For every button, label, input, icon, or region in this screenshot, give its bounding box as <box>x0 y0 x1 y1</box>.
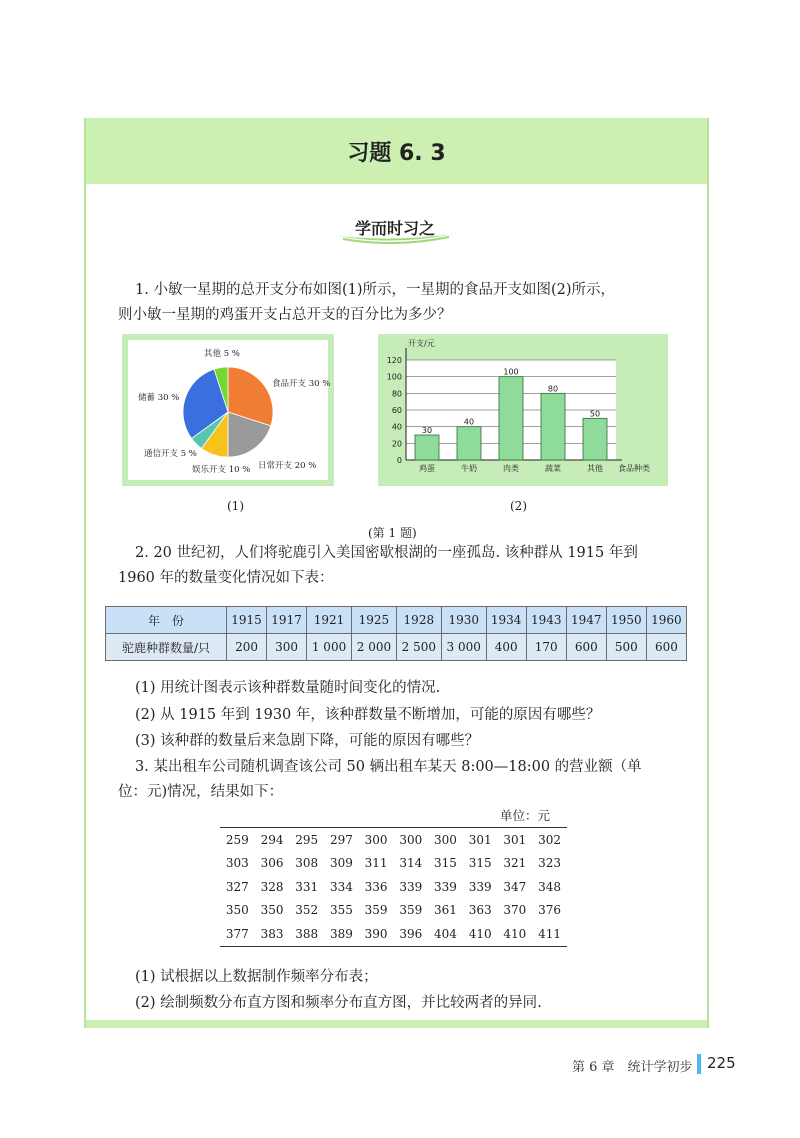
count-cell: 2 000 <box>351 634 396 661</box>
year-cell: 1950 <box>606 607 646 634</box>
count-cell: 2 500 <box>396 634 441 661</box>
q1-line1: 1. 小敏一星期的总开支分布如图(1)所示，一星期的食品开支如图(2)所示， <box>135 282 616 298</box>
taxi-cell: 383 <box>260 926 284 941</box>
taxi-cell: 259 <box>225 832 249 847</box>
q2-line1: 2. 20 世纪初，人们将驼鹿引入美国密歇根湖的一座孤岛. 该种群从 1915 年到 <box>135 545 638 561</box>
x-category-label: 其他 <box>587 464 603 473</box>
y-axis-label: 开支/元 <box>408 339 435 348</box>
count-cell: 3 000 <box>441 634 486 661</box>
taxi-cell: 361 <box>434 903 457 918</box>
q1-line2: 则小敏一星期的鸡蛋开支占总开支的百分比为多少？ <box>118 307 452 323</box>
fig1-caption: (1) <box>227 499 244 513</box>
taxi-cell: 302 <box>538 832 562 847</box>
taxi-cell: 314 <box>399 856 423 871</box>
year-cell: 1930 <box>441 607 486 634</box>
taxi-cell: 404 <box>434 926 457 941</box>
taxi-cell: 301 <box>468 832 492 847</box>
pie-slice-label: 娱乐开支 10 % <box>192 465 251 475</box>
taxi-row <box>220 828 567 852</box>
taxi-cell: 389 <box>329 926 353 941</box>
bar <box>541 393 565 460</box>
bar <box>499 377 523 460</box>
bar-value-label: 40 <box>463 417 475 427</box>
bar-chart <box>378 334 668 486</box>
footer-chapter: 第 6 章 统计学初步 <box>572 1060 693 1075</box>
count-cell: 600 <box>566 634 606 661</box>
q3-line2: 位：元)情况，结果如下： <box>118 784 284 800</box>
bar-value-label: 80 <box>547 384 559 394</box>
taxi-cell: 297 <box>329 832 353 847</box>
q2-sub3: (3) 该种群的数量后来急剧下降，可能的原因有哪些？ <box>135 733 480 749</box>
year-cell: 1917 <box>267 607 307 634</box>
taxi-cell: 308 <box>295 856 319 871</box>
x-category-label: 牛奶 <box>461 464 477 473</box>
taxi-cell: 347 <box>503 879 527 894</box>
taxi-row <box>220 899 567 923</box>
count-cell: 600 <box>646 634 686 661</box>
taxi-cell: 321 <box>503 856 527 871</box>
year-cell: 1928 <box>396 607 441 634</box>
x-category-label: 肉类 <box>503 464 519 473</box>
taxi-cell: 311 <box>364 856 388 871</box>
taxi-cell: 359 <box>364 903 388 918</box>
taxi-cell: 300 <box>399 832 423 847</box>
footer-divider <box>697 1054 701 1074</box>
x-category-label: 鸡蛋 <box>419 464 435 473</box>
x-axis-label: 食品种类 <box>618 464 650 473</box>
y-tick-label: 80 <box>391 389 402 399</box>
taxi-cell: 370 <box>503 903 527 918</box>
q3-line1: 3. 某出租车公司随机调查该公司 50 辆出租车某天 8:00—18:00 的营业额（单 <box>135 759 642 775</box>
taxi-cell: 410 <box>468 926 492 941</box>
year-cell: 1943 <box>526 607 566 634</box>
bar <box>583 418 607 460</box>
y-tick-label: 120 <box>386 356 402 365</box>
taxi-cell: 300 <box>434 832 457 847</box>
bar-value-label: 50 <box>589 409 601 419</box>
pie-slice-label: 通信开支 5 % <box>144 449 197 459</box>
count-cell: 400 <box>486 634 526 661</box>
count-cell: 200 <box>227 634 267 661</box>
year-cell: 1925 <box>351 607 396 634</box>
taxi-cell: 303 <box>225 856 249 871</box>
count-cell: 170 <box>526 634 566 661</box>
taxi-cell: 339 <box>468 879 492 894</box>
taxi-cell: 323 <box>538 856 562 871</box>
taxi-row <box>220 922 567 946</box>
taxi-cell: 410 <box>503 926 527 941</box>
y-tick-label: 0 <box>396 456 402 465</box>
taxi-table-unit: 单位：元 <box>500 808 551 823</box>
bar <box>457 427 481 460</box>
taxi-cell: 327 <box>225 879 249 894</box>
taxi-cell: 388 <box>295 926 319 941</box>
taxi-row <box>220 852 567 876</box>
y-tick-label: 40 <box>391 422 402 432</box>
year-cell: 1947 <box>566 607 606 634</box>
taxi-cell: 348 <box>538 879 562 894</box>
year-cell: 1934 <box>486 607 526 634</box>
taxi-cell: 363 <box>468 903 492 918</box>
x-category-label: 蔬菜 <box>545 464 561 473</box>
taxi-cell: 339 <box>434 879 457 894</box>
exercise-header <box>86 118 707 184</box>
year-cell: 1915 <box>227 607 267 634</box>
y-tick-label: 60 <box>391 406 402 415</box>
q2-sub2: (2) 从 1915 年到 1930 年，该种群数量不断增加，可能的原因有哪些？ <box>135 707 601 723</box>
exercise-title: 习题 6. 3 <box>347 141 446 166</box>
taxi-cell: 390 <box>364 926 388 941</box>
taxi-cell: 339 <box>399 879 423 894</box>
taxi-cell: 301 <box>503 832 527 847</box>
taxi-cell: 300 <box>364 832 388 847</box>
taxi-cell: 331 <box>295 879 319 894</box>
deer-table-year-header: 年 份 <box>106 607 227 634</box>
taxi-cell: 295 <box>295 832 319 847</box>
q2-line2: 1960 年的数量变化情况如下表： <box>118 570 334 586</box>
taxi-revenue-table <box>220 827 567 947</box>
count-cell: 500 <box>606 634 646 661</box>
deer-table-year-row <box>106 607 687 634</box>
taxi-cell: 328 <box>260 879 284 894</box>
pie-slice-label: 日常开支 20 % <box>258 461 317 471</box>
taxi-cell: 352 <box>295 903 319 918</box>
year-cell: 1960 <box>646 607 686 634</box>
bar-value-label: 100 <box>503 367 519 377</box>
pie-chart <box>122 334 334 486</box>
bar <box>415 435 439 460</box>
taxi-cell: 376 <box>538 903 562 918</box>
taxi-row <box>220 875 567 899</box>
q2-sub1: (1) 用统计图表示该种群数量随时间变化的情况. <box>135 680 441 696</box>
count-cell: 300 <box>267 634 307 661</box>
deer-table-count-row <box>106 634 687 661</box>
y-tick-label: 100 <box>386 372 402 382</box>
taxi-cell: 355 <box>329 903 353 918</box>
taxi-cell: 396 <box>399 926 423 941</box>
page-number: 225 <box>707 1054 736 1072</box>
q3-sub1: (1) 试根据以上数据制作频率分布表； <box>135 969 378 985</box>
deer-table <box>105 606 687 661</box>
taxi-cell: 294 <box>260 832 284 847</box>
deer-table-count-header: 驼鹿种群数量/只 <box>106 634 227 661</box>
count-cell: 1 000 <box>307 634 352 661</box>
problem1-caption: (第 1 题) <box>368 526 417 540</box>
taxi-cell: 359 <box>399 903 423 918</box>
taxi-cell: 315 <box>468 856 492 871</box>
section-badge <box>333 212 457 244</box>
taxi-cell: 315 <box>434 856 457 871</box>
pie-slice-label: 食品开支 30 % <box>272 379 331 389</box>
taxi-cell: 334 <box>329 879 353 894</box>
taxi-cell: 336 <box>364 879 388 894</box>
frame-bottom-bar <box>86 1020 707 1028</box>
year-cell: 1921 <box>307 607 352 634</box>
taxi-cell: 306 <box>260 856 284 871</box>
taxi-cell: 350 <box>225 903 249 918</box>
bar-value-label: 30 <box>421 426 433 435</box>
q3-sub2: (2) 绘制频数分布直方图和频率分布直方图，并比较两者的异同. <box>135 995 542 1011</box>
taxi-cell: 309 <box>329 856 353 871</box>
pie-slice-label: 储蓄 30 % <box>138 393 180 403</box>
taxi-cell: 350 <box>260 903 284 918</box>
taxi-cell: 411 <box>538 926 562 941</box>
fig2-caption: (2) <box>510 499 527 513</box>
section-label: 学而时习之 <box>354 219 435 238</box>
taxi-cell: 377 <box>225 926 249 941</box>
y-tick-label: 20 <box>391 439 402 449</box>
pie-slice-label: 其他 5 % <box>204 349 240 359</box>
